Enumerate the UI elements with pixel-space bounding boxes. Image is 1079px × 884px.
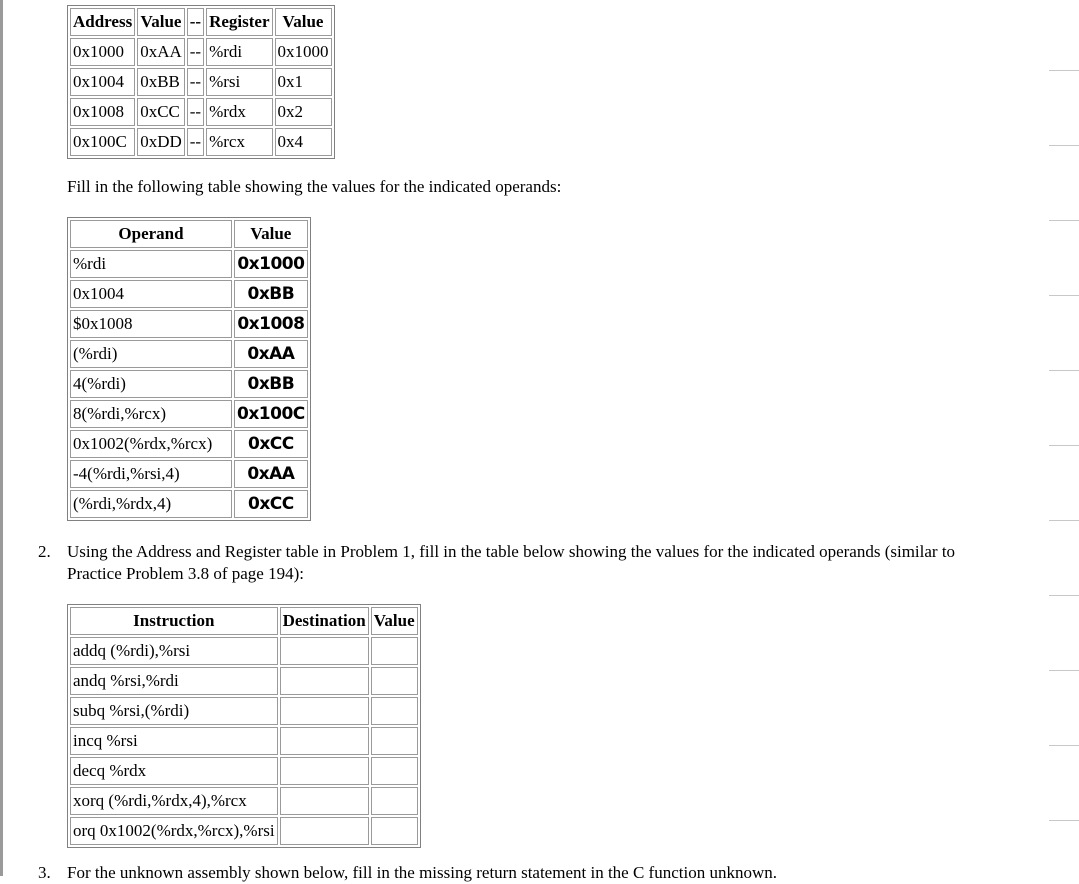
handwritten-answer: 0x100C <box>234 400 308 428</box>
operand-value-table <box>67 217 311 521</box>
right-margin-marks <box>1049 0 1079 876</box>
table-row <box>70 68 332 96</box>
header-destination: Destination <box>280 607 369 635</box>
register-value-cell: 0x4 <box>275 128 332 156</box>
register-value-cell: 0x1000 <box>275 38 332 66</box>
handwritten-answer: 0xBB <box>234 370 308 398</box>
table-header-row <box>70 220 308 248</box>
header-register-value: Value <box>275 8 332 36</box>
instruction-cell: addq (%rdi),%rsi <box>70 637 278 665</box>
table-row <box>70 667 418 695</box>
operand-cell: -4(%rdi,%rsi,4) <box>70 460 232 488</box>
table-row <box>70 697 418 725</box>
separator-cell: -- <box>187 98 204 126</box>
destination-cell[interactable] <box>280 757 369 785</box>
value-cell[interactable] <box>371 667 418 695</box>
table-row <box>70 400 308 428</box>
problem-3-text: For the unknown assembly shown below, fill in the missing return statement in the C function unknown. <box>67 863 777 882</box>
handwritten-answer: 0xCC <box>234 430 308 458</box>
register-cell: %rsi <box>206 68 272 96</box>
table-row <box>70 280 308 308</box>
table-row <box>70 490 308 518</box>
destination-cell[interactable] <box>280 667 369 695</box>
table-row <box>70 98 332 126</box>
operand-cell: 8(%rdi,%rcx) <box>70 400 232 428</box>
table-row <box>70 370 308 398</box>
separator-cell: -- <box>187 68 204 96</box>
left-border <box>0 0 3 876</box>
table-row <box>70 787 418 815</box>
table-row <box>70 637 418 665</box>
instruction-cell: incq %rsi <box>70 727 278 755</box>
header-operand: Operand <box>70 220 232 248</box>
handwritten-answer: 0xBB <box>234 280 308 308</box>
operand-cell: %rdi <box>70 250 232 278</box>
problem-2-number: 2. <box>38 542 51 561</box>
operand-cell: 4(%rdi) <box>70 370 232 398</box>
value-cell[interactable] <box>371 727 418 755</box>
table-header-row <box>70 8 332 36</box>
handwritten-answer: 0xAA <box>234 340 308 368</box>
table-row <box>70 250 308 278</box>
register-value-cell: 0x1 <box>275 68 332 96</box>
instruction-cell: xorq (%rdi,%rdx,4),%rcx <box>70 787 278 815</box>
header-value: Value <box>234 220 308 248</box>
header-value: Value <box>137 8 185 36</box>
operand-cell: $0x1008 <box>70 310 232 338</box>
register-cell: %rcx <box>206 128 272 156</box>
instruction-cell: decq %rdx <box>70 757 278 785</box>
header-address: Address <box>70 8 135 36</box>
table-row <box>70 38 332 66</box>
operand-cell: (%rdi,%rdx,4) <box>70 490 232 518</box>
value-cell: 0xCC <box>137 98 185 126</box>
destination-cell[interactable] <box>280 637 369 665</box>
handwritten-answer: 0xAA <box>234 460 308 488</box>
register-cell: %rdi <box>206 38 272 66</box>
table-row <box>70 727 418 755</box>
address-cell: 0x1000 <box>70 38 135 66</box>
address-cell: 0x1004 <box>70 68 135 96</box>
header-value: Value <box>371 607 418 635</box>
value-cell: 0xAA <box>137 38 185 66</box>
fill-instruction-text: Fill in the following table showing the values for the indicated operands: <box>67 177 562 196</box>
header-register: Register <box>206 8 272 36</box>
header-instruction: Instruction <box>70 607 278 635</box>
register-value-cell: 0x2 <box>275 98 332 126</box>
address-register-table <box>67 5 335 159</box>
value-cell: 0xDD <box>137 128 185 156</box>
value-cell: 0xBB <box>137 68 185 96</box>
destination-cell[interactable] <box>280 817 369 845</box>
problem-3-number: 3. <box>38 863 51 882</box>
table-row <box>70 757 418 785</box>
operand-cell: 0x1002(%rdx,%rcx) <box>70 430 232 458</box>
value-cell[interactable] <box>371 757 418 785</box>
table-row <box>70 128 332 156</box>
address-cell: 0x100C <box>70 128 135 156</box>
header-separator: -- <box>187 8 204 36</box>
problem-2-text: Using the Address and Register table in Problem 1, fill in the table below showing the values for the indicated operands (similar to Practice Problem 3.8 of page 194): <box>67 542 956 583</box>
table-row <box>70 430 308 458</box>
address-cell: 0x1008 <box>70 98 135 126</box>
register-cell: %rdx <box>206 98 272 126</box>
table-header-row <box>70 607 418 635</box>
instruction-cell: subq %rsi,(%rdi) <box>70 697 278 725</box>
handwritten-answer: 0xCC <box>234 490 308 518</box>
value-cell[interactable] <box>371 817 418 845</box>
separator-cell: -- <box>187 38 204 66</box>
table-row <box>70 310 308 338</box>
operand-cell: (%rdi) <box>70 340 232 368</box>
instruction-cell: andq %rsi,%rdi <box>70 667 278 695</box>
handwritten-answer: 0x1000 <box>234 250 308 278</box>
table-row <box>70 460 308 488</box>
destination-cell[interactable] <box>280 787 369 815</box>
table-row <box>70 817 418 845</box>
destination-cell[interactable] <box>280 697 369 725</box>
value-cell[interactable] <box>371 697 418 725</box>
value-cell[interactable] <box>371 787 418 815</box>
handwritten-answer: 0x1008 <box>234 310 308 338</box>
value-cell[interactable] <box>371 637 418 665</box>
table-row <box>70 340 308 368</box>
instruction-table <box>67 604 421 848</box>
destination-cell[interactable] <box>280 727 369 755</box>
separator-cell: -- <box>187 128 204 156</box>
instruction-cell: orq 0x1002(%rdx,%rcx),%rsi <box>70 817 278 845</box>
operand-cell: 0x1004 <box>70 280 232 308</box>
